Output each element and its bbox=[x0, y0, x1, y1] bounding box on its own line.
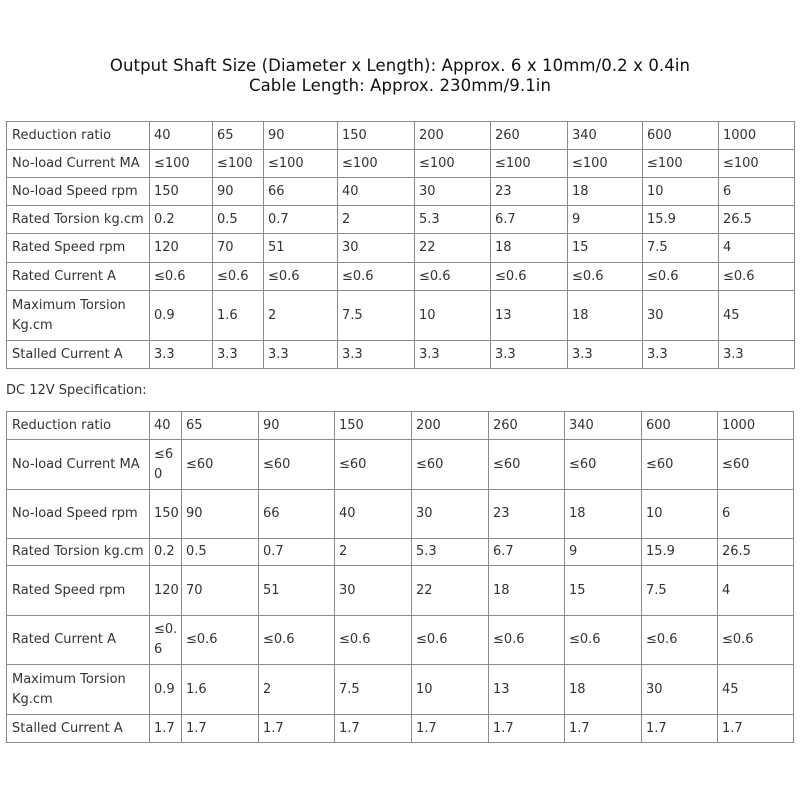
cable-length-line: Cable Length: Approx. 230mm/9.1in bbox=[248, 76, 552, 95]
table-cell: 30 bbox=[643, 291, 719, 341]
table-cell: 1.6 bbox=[213, 291, 264, 341]
table-cell: 10 bbox=[412, 665, 489, 715]
table-cell: ≤0.6 bbox=[182, 616, 259, 665]
table-cell: 1000 bbox=[718, 412, 794, 440]
table-cell: 6 bbox=[719, 178, 795, 206]
table-cell: ≤0.6 bbox=[264, 263, 338, 291]
table-cell: 150 bbox=[150, 490, 182, 539]
table-cell: ≤60 bbox=[259, 440, 335, 490]
table-cell: 13 bbox=[489, 665, 565, 715]
table-cell: ≤0.6 bbox=[415, 263, 491, 291]
table-cell: 260 bbox=[489, 412, 565, 440]
table-cell: 18 bbox=[565, 665, 642, 715]
table-cell: 65 bbox=[213, 122, 264, 150]
table-cell: 3.3 bbox=[150, 341, 213, 369]
table-cell: ≤60 bbox=[335, 440, 412, 490]
table-cell: ≤100 bbox=[719, 150, 795, 178]
row-label: Reduction ratio bbox=[7, 122, 150, 150]
table-cell: 3.3 bbox=[415, 341, 491, 369]
table-cell: 40 bbox=[150, 412, 182, 440]
table-cell: 5.3 bbox=[415, 206, 491, 234]
table-cell: 4 bbox=[718, 566, 794, 616]
table-cell: ≤100 bbox=[491, 150, 568, 178]
table-cell: 18 bbox=[565, 490, 642, 539]
table-cell: 150 bbox=[150, 178, 213, 206]
table-cell: 9 bbox=[568, 206, 643, 234]
table-cell: 15.9 bbox=[642, 539, 718, 566]
table-cell: ≤100 bbox=[150, 150, 213, 178]
table-cell: ≤0.6 bbox=[568, 263, 643, 291]
table-row bbox=[7, 263, 795, 291]
table-row bbox=[7, 122, 795, 150]
row-label: Rated Current A bbox=[7, 616, 150, 665]
table-cell: 10 bbox=[415, 291, 491, 341]
row-label: Rated Torsion kg.cm bbox=[7, 539, 150, 566]
table-cell: 4 bbox=[719, 234, 795, 263]
table-cell: 3.3 bbox=[568, 341, 643, 369]
table-cell: ≤0.6 bbox=[491, 263, 568, 291]
table-cell: 120 bbox=[150, 566, 182, 616]
table-cell: 120 bbox=[150, 234, 213, 263]
table-cell: ≤60 bbox=[718, 440, 794, 490]
table-row bbox=[7, 234, 795, 263]
dc12v-spec-heading: DC 12V Specification: bbox=[6, 383, 147, 398]
table-cell: 45 bbox=[718, 665, 794, 715]
table-cell: ≤60 bbox=[182, 440, 259, 490]
table-cell: 1.7 bbox=[259, 715, 335, 743]
table-cell: 66 bbox=[264, 178, 338, 206]
table-cell: 1.7 bbox=[150, 715, 182, 743]
table-cell: ≤0.6 bbox=[642, 616, 718, 665]
table-cell: 90 bbox=[264, 122, 338, 150]
table-row bbox=[7, 206, 795, 234]
table-cell: ≤0.6 bbox=[565, 616, 642, 665]
table-row bbox=[7, 616, 794, 665]
table-cell: 23 bbox=[489, 490, 565, 539]
table-row bbox=[7, 150, 795, 178]
table-cell: 340 bbox=[565, 412, 642, 440]
table-cell: ≤0.6 bbox=[150, 263, 213, 291]
table-cell: ≤100 bbox=[568, 150, 643, 178]
table-cell: 3.3 bbox=[643, 341, 719, 369]
row-label: Reduction ratio bbox=[7, 412, 150, 440]
table-cell: ≤60 bbox=[489, 440, 565, 490]
row-label: Stalled Current A bbox=[7, 341, 150, 369]
table-cell: 1.7 bbox=[182, 715, 259, 743]
table-cell: 3.3 bbox=[264, 341, 338, 369]
table-cell: 0.9 bbox=[150, 665, 182, 715]
table-cell: ≤0.6 bbox=[338, 263, 415, 291]
table-cell: 6.7 bbox=[491, 206, 568, 234]
table-row bbox=[7, 178, 795, 206]
table-cell: ≤0.6 bbox=[259, 616, 335, 665]
table-cell: 150 bbox=[335, 412, 412, 440]
table-cell: 18 bbox=[489, 566, 565, 616]
table-cell: 200 bbox=[415, 122, 491, 150]
table-cell: ≤60 bbox=[412, 440, 489, 490]
table-cell: ≤0.6 bbox=[643, 263, 719, 291]
table-cell: 2 bbox=[335, 539, 412, 566]
table-cell: ≤100 bbox=[338, 150, 415, 178]
shaft-size-line: Output Shaft Size (Diameter x Length): Approx. 6 x 10mm/0.2 x 0.4in bbox=[109, 56, 691, 75]
table-cell: 7.5 bbox=[642, 566, 718, 616]
row-label: Rated Torsion kg.cm bbox=[7, 206, 150, 234]
table-cell: 90 bbox=[182, 490, 259, 539]
spec-table-1 bbox=[6, 121, 795, 369]
table-cell: 18 bbox=[491, 234, 568, 263]
table-cell: 0.2 bbox=[150, 206, 213, 234]
table-cell: 0.2 bbox=[150, 539, 182, 566]
table-cell: 1.7 bbox=[335, 715, 412, 743]
table-cell: 40 bbox=[335, 490, 412, 539]
table-cell: 15 bbox=[565, 566, 642, 616]
table-cell: ≤100 bbox=[415, 150, 491, 178]
row-label: No-load Speed rpm bbox=[7, 178, 150, 206]
table-cell: 7.5 bbox=[643, 234, 719, 263]
table-cell: 10 bbox=[642, 490, 718, 539]
table-row bbox=[7, 291, 795, 341]
table-cell: 7.5 bbox=[338, 291, 415, 341]
page-header bbox=[0, 56, 800, 96]
table-cell: 51 bbox=[259, 566, 335, 616]
table-cell: 3.3 bbox=[491, 341, 568, 369]
row-label: Maximum Torsion Kg.cm bbox=[7, 665, 150, 715]
table-cell: 3.3 bbox=[338, 341, 415, 369]
table-cell: 40 bbox=[150, 122, 213, 150]
table-row bbox=[7, 539, 794, 566]
row-label: Stalled Current A bbox=[7, 715, 150, 743]
row-label: No-load Current MA bbox=[7, 440, 150, 490]
table-cell: ≤100 bbox=[213, 150, 264, 178]
table-cell: 1.7 bbox=[565, 715, 642, 743]
table-cell: ≤100 bbox=[643, 150, 719, 178]
row-label: Rated Speed rpm bbox=[7, 566, 150, 616]
table-cell: 600 bbox=[643, 122, 719, 150]
table-row bbox=[7, 490, 794, 539]
table-row bbox=[7, 566, 794, 616]
table-row bbox=[7, 412, 794, 440]
table-cell: 1.6 bbox=[182, 665, 259, 715]
table-cell: 0.7 bbox=[264, 206, 338, 234]
spec-table-2 bbox=[6, 411, 794, 743]
table-cell: 65 bbox=[182, 412, 259, 440]
table-cell: 1000 bbox=[719, 122, 795, 150]
table-cell: 30 bbox=[412, 490, 489, 539]
table-cell: 200 bbox=[412, 412, 489, 440]
table-cell: 15.9 bbox=[643, 206, 719, 234]
table-cell: 0.9 bbox=[150, 291, 213, 341]
table-cell: 70 bbox=[213, 234, 264, 263]
table-cell: 600 bbox=[642, 412, 718, 440]
table-cell: 90 bbox=[213, 178, 264, 206]
table-cell: 2 bbox=[259, 665, 335, 715]
table-cell: 13 bbox=[491, 291, 568, 341]
table-cell: 18 bbox=[568, 178, 643, 206]
table-cell: 1.7 bbox=[412, 715, 489, 743]
table-cell: 0.5 bbox=[213, 206, 264, 234]
row-label: Rated Current A bbox=[7, 263, 150, 291]
table-cell: ≤0.6 bbox=[150, 616, 182, 665]
table-cell: ≤60 bbox=[565, 440, 642, 490]
table-cell: 51 bbox=[264, 234, 338, 263]
table-cell: ≤0.6 bbox=[335, 616, 412, 665]
table-cell: 30 bbox=[642, 665, 718, 715]
table-cell: 340 bbox=[568, 122, 643, 150]
table-cell: 90 bbox=[259, 412, 335, 440]
table-cell: 26.5 bbox=[719, 206, 795, 234]
table-cell: ≤0.6 bbox=[719, 263, 795, 291]
table-cell: 1.7 bbox=[718, 715, 794, 743]
table-cell: 30 bbox=[415, 178, 491, 206]
table-cell: 6 bbox=[718, 490, 794, 539]
table-cell: 7.5 bbox=[335, 665, 412, 715]
table-cell: ≤0.6 bbox=[412, 616, 489, 665]
table-cell: 30 bbox=[335, 566, 412, 616]
table-cell: ≤60 bbox=[150, 440, 182, 490]
table-cell: ≤100 bbox=[264, 150, 338, 178]
table-cell: 150 bbox=[338, 122, 415, 150]
table-cell: 45 bbox=[719, 291, 795, 341]
table-cell: 10 bbox=[643, 178, 719, 206]
row-label: Maximum Torsion Kg.cm bbox=[7, 291, 150, 341]
row-label: Rated Speed rpm bbox=[7, 234, 150, 263]
table-cell: 15 bbox=[568, 234, 643, 263]
row-label: No-load Current MA bbox=[7, 150, 150, 178]
table-row bbox=[7, 715, 794, 743]
table-cell: 260 bbox=[491, 122, 568, 150]
table-cell: 5.3 bbox=[412, 539, 489, 566]
table-cell: 0.5 bbox=[182, 539, 259, 566]
table-cell: ≤60 bbox=[642, 440, 718, 490]
table-cell: 2 bbox=[264, 291, 338, 341]
table-cell: 1.7 bbox=[489, 715, 565, 743]
table-cell: 3.3 bbox=[213, 341, 264, 369]
table-cell: 30 bbox=[338, 234, 415, 263]
table-cell: 66 bbox=[259, 490, 335, 539]
table-cell: ≤0.6 bbox=[718, 616, 794, 665]
table-cell: 40 bbox=[338, 178, 415, 206]
table-cell: 22 bbox=[412, 566, 489, 616]
table-cell: 2 bbox=[338, 206, 415, 234]
table-cell: 26.5 bbox=[718, 539, 794, 566]
table-cell: ≤0.6 bbox=[489, 616, 565, 665]
table-cell: ≤0.6 bbox=[213, 263, 264, 291]
row-label: No-load Speed rpm bbox=[7, 490, 150, 539]
table-row bbox=[7, 341, 795, 369]
table-cell: 22 bbox=[415, 234, 491, 263]
table-cell: 3.3 bbox=[719, 341, 795, 369]
table-cell: 23 bbox=[491, 178, 568, 206]
table-cell: 1.7 bbox=[642, 715, 718, 743]
table-cell: 9 bbox=[565, 539, 642, 566]
table-cell: 70 bbox=[182, 566, 259, 616]
table-cell: 18 bbox=[568, 291, 643, 341]
table-row bbox=[7, 440, 794, 490]
table-row bbox=[7, 665, 794, 715]
table-cell: 6.7 bbox=[489, 539, 565, 566]
table-cell: 0.7 bbox=[259, 539, 335, 566]
